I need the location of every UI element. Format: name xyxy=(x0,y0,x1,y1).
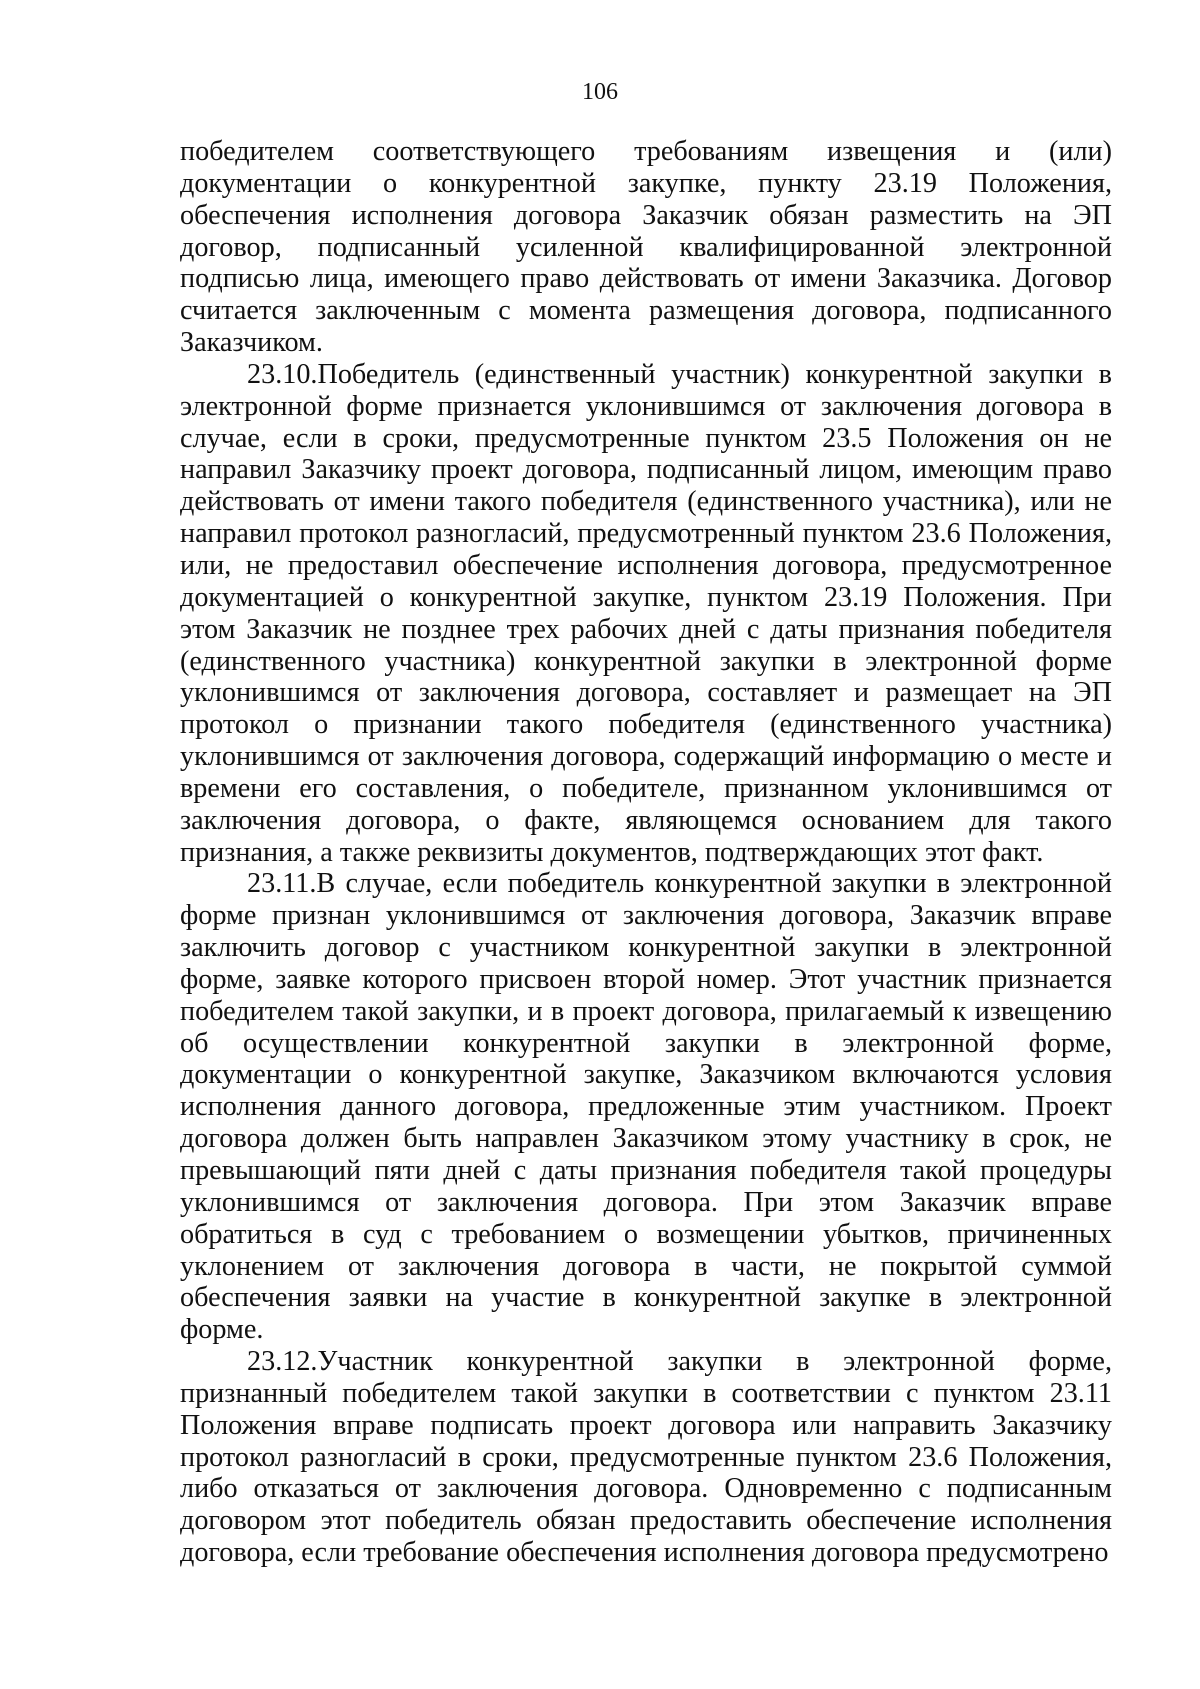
page-number: 106 xyxy=(582,79,618,105)
paragraph-continuation: победителем соответствующего требованиям извещения и (или) документации о конкурентной закупке, пункту 23.19 Положения, обеспечения исполнения договора Заказчик обязан разместить на ЭП договор, подписанный усиленной квалифицированной электронной подписью лица, имеющего право действовать от имени Заказчика. Договор считается заключенным с момента размещения договора, подписанного Заказчиком. xyxy=(180,136,1112,359)
paragraph-23-10: 23.10.Победитель (единственный участник) конкурентной закупки в электронной форме признается уклонившимся от заключения договора в случае, если в сроки, предусмотренные пунктом 23.5 Положения он не направил Заказчику проект договора, подписанный лицом, имеющим право действовать от имени такого победителя (единственного участника), или не направил протокол разногласий, предусмотренный пунктом 23.6 Положения, или, не предоставил обеспечение исполнения договора, предусмотренное документацией о конкурентной закупке, пунктом 23.19 Положения. При этом Заказчик не позднее трех рабочих дней с даты признания победителя (единственного участника) конкурентной закупки в электронной форме уклонившимся от заключения договора, составляет и размещает на ЭП протокол о признании такого победителя (единственного участника) уклонившимся от заключения договора, содержащий информацию о месте и времени его составления, о победителе, признанном уклонившимся от заключения договора, о факте, являющемся основанием для такого признания, а также реквизиты документов, подтверждающих этот факт. xyxy=(180,358,1112,868)
document-body xyxy=(180,136,1112,1569)
paragraph-23-11: 23.11.В случае, если победитель конкурентной закупки в электронной форме признан уклонившимся от заключения договора, Заказчик вправе заключить договор с участником конкурентной закупки в электронной форме, заявке которого присвоен второй номер. Этот участник признается победителем такой закупки, и в проект договора, прилагаемый к извещению об осуществлении конкурентной закупки в электронной форме, документации о конкурентной закупке, Заказчиком включаются условия исполнения данного договора, предложенные этим участником. Проект договора должен быть направлен Заказчиком этому участнику в срок, не превышающий пяти дней с даты признания победителя такой процедуры уклонившимся от заключения договора. При этом Заказчик вправе обратиться в суд с требованием о возмещении убытков, причиненных уклонением от заключения договора в части, не покрытой суммой обеспечения заявки на участие в конкурентной закупке в электронной форме. xyxy=(180,868,1112,1346)
paragraph-23-12: 23.12.Участник конкурентной закупки в электронной форме, признанный победителем такой закупки в соответствии с пунктом 23.11 Положения вправе подписать проект договора или направить Заказчику протокол разногласий в сроки, предусмотренные пунктом 23.6 Положения, либо отказаться от заключения договора. Одновременно с подписанным договором этот победитель обязан предоставить обеспечение исполнения договора, если требование обеспечения исполнения договора предусмотрено xyxy=(180,1346,1112,1569)
